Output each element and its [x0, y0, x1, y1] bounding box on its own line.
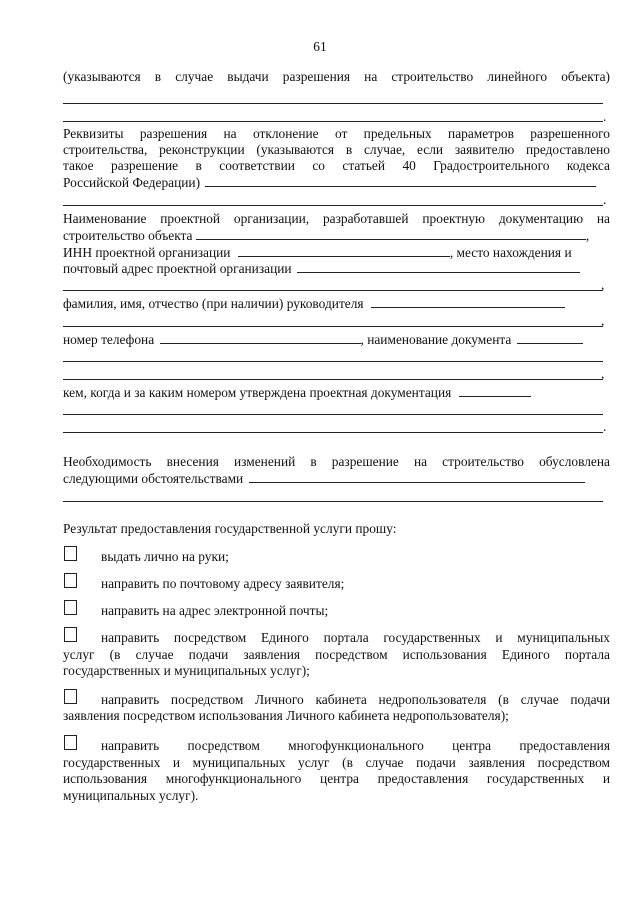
- approved-line-2[interactable]: [63, 414, 603, 415]
- linear-object-line-2[interactable]: [63, 121, 603, 122]
- deviation-permit-text-4: Российской Федерации): [63, 175, 596, 191]
- linear-object-line-1[interactable]: [63, 103, 603, 104]
- document-page: 61 (указываются в случае выдачи разрешения на строительство линейного объекта) . Реквизиты разрешения на отклонение от предельных параметров разрешенного строительства, реконструкции (указываются в случае, если заявителю предоставлено такое разрешение в соответствии со статьей 40 Градостроительного кодекса Российской Федерации) . Наименование проектной организации, разработавшей проектную документацию на строительство объекта , ИНН проектной организации , место нахождения и почтовый адрес проектной организации , фамилия, имя, отчество (при наличии) руководителя , номер телефона , наименование документа , кем, когда и за каким номером утверждена проектная документация . Необходимость внесения изменений в разрешение на строительство обусловлена следующими обстоятельствами Результат предоставления государственной услуги прошу: выдать лично на руки; направить по почтовому адресу заявителя; направить на адрес электронной почты; направить посредством Единого портала государственных и муниципальных услуг (в случае подачи заявления посредством использования Единого портала государственных и муниципальных услуг); направить посредством Личного кабинета недропользователя (в случае подачи заявления посредством использования Личного кабинета недропользователя); направить посредством многофункционального центра предоставления государственных и муниципальных услуг (в случае подачи заявления посредством использования многофункционального центра предоставления государственных и муниципальных услуг).: [0, 0, 640, 905]
- option-subsoil-cabinet-checkbox[interactable]: [64, 689, 77, 704]
- changes-line-2[interactable]: [63, 501, 603, 502]
- option-mfc-checkbox[interactable]: [64, 735, 77, 750]
- head-name-field[interactable]: [371, 296, 565, 308]
- postal-address-row: почтовый адрес проектной организации: [63, 261, 580, 277]
- approved-field[interactable]: [459, 385, 531, 397]
- postal-address-line-2[interactable]: [63, 290, 603, 291]
- phone-field[interactable]: [160, 332, 361, 344]
- option-gosuslugi-label-3: государственных и муниципальных услуг);: [63, 663, 310, 678]
- document-name-line-2[interactable]: [63, 361, 603, 362]
- option-email-label: направить на адрес электронной почты;: [101, 603, 329, 618]
- design-org-name-field[interactable]: [196, 228, 586, 240]
- option-in-person-label: выдать лично на руки;: [101, 549, 229, 564]
- option-postal-checkbox[interactable]: [64, 573, 77, 588]
- option-subsoil-cabinet-label-2: заявления посредством использования Личного кабинета недропользователя);: [63, 708, 509, 723]
- inn-field[interactable]: [238, 245, 450, 257]
- deviation-permit-field[interactable]: [205, 175, 596, 187]
- option-gosuslugi-label-2: услуг (в случае подачи заявления посредством использования Единого портала: [63, 647, 610, 662]
- linear-object-note: (указываются в случае выдачи разрешения на строительство линейного объекта): [63, 69, 610, 84]
- deviation-permit-text-1: Реквизиты разрешения на отклонение от предельных параметров разрешенного: [63, 126, 610, 141]
- deviation-permit-text-2: строительства, реконструкции (указываются в случае, если заявителю предоставлено: [63, 142, 610, 157]
- option-postal-label: направить по почтовому адресу заявителя;: [101, 576, 345, 591]
- result-heading: Результат предоставления государственной услуги прошу:: [63, 521, 397, 536]
- head-row: фамилия, имя, отчество (при наличии) руководителя: [63, 296, 565, 312]
- option-gosuslugi-checkbox[interactable]: [64, 627, 77, 642]
- design-org-text-2: строительство объекта ,: [63, 228, 590, 243]
- approved-row: кем, когда и за каким номером утверждена проектная документация: [63, 385, 531, 401]
- inn-row: ИНН проектной организации , место нахождения и: [63, 245, 572, 260]
- changes-field[interactable]: [249, 471, 585, 483]
- option-in-person-checkbox[interactable]: [64, 546, 77, 561]
- option-mfc-label-1: направить посредством многофункционального центра предоставления: [101, 738, 610, 753]
- option-subsoil-cabinet-label-1: направить посредством Личного кабинета недропользователя (в случае подачи: [101, 692, 610, 707]
- option-mfc-label-3: использования многофункционального центра предоставления государственных и: [63, 771, 610, 786]
- option-gosuslugi-label-1: направить посредством Единого портала государственных и муниципальных: [101, 630, 610, 645]
- document-name-line-3[interactable]: [63, 379, 603, 380]
- changes-text-1: Необходимость внесения изменений в разрешение на строительство обусловлена: [63, 454, 610, 469]
- phone-row: номер телефона , наименование документа: [63, 332, 583, 348]
- deviation-permit-line-2[interactable]: [63, 205, 603, 206]
- approved-line-3[interactable]: [63, 432, 603, 433]
- option-email-checkbox[interactable]: [64, 600, 77, 615]
- option-mfc-label-2: государственных и муниципальных услуг (в случае подачи заявления посредством: [63, 755, 610, 770]
- postal-address-field[interactable]: [297, 261, 580, 273]
- head-name-line-2[interactable]: [63, 326, 603, 327]
- page-number: 61: [313, 39, 327, 54]
- design-org-text-1: Наименование проектной организации, разработавшей проектную документацию на: [63, 211, 610, 226]
- option-mfc-label-4: муниципальных услуг).: [63, 788, 199, 803]
- changes-row: следующими обстоятельствами: [63, 471, 585, 487]
- deviation-permit-text-3: такое разрешение в соответствии со статьей 40 Градостроительного кодекса: [63, 158, 610, 173]
- document-name-field[interactable]: [517, 332, 583, 344]
